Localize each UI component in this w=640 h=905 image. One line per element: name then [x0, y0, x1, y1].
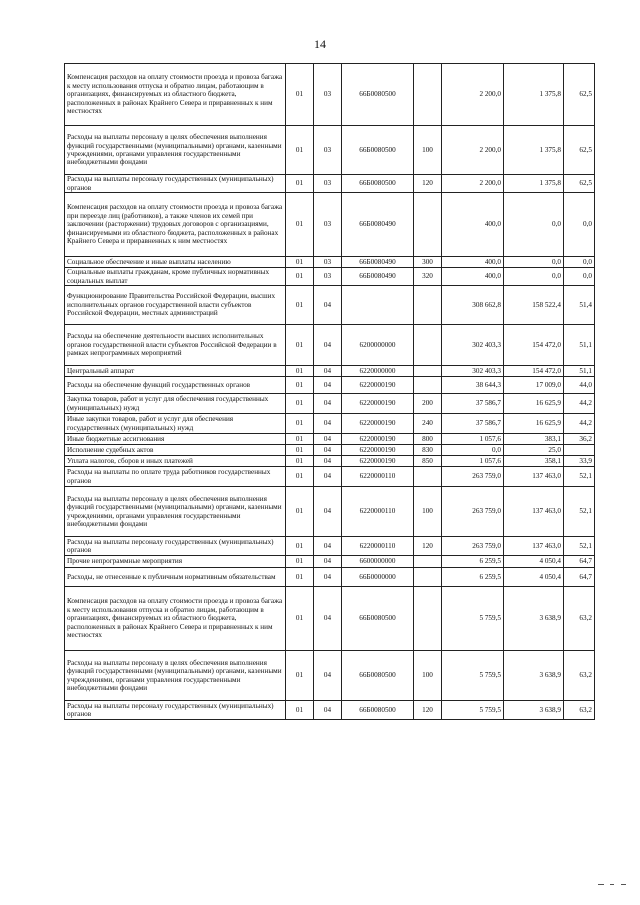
podrazdel-code: 04 [314, 394, 342, 414]
podrazdel-code: 04 [314, 587, 342, 651]
executed-amount: 3 638,9 [504, 651, 564, 701]
expense-type-code: 100 [414, 487, 442, 537]
plan-amount: 400,0 [442, 193, 504, 257]
target-article-code: 6220000110 [342, 537, 414, 556]
expense-type-code: 100 [414, 651, 442, 701]
target-article-code: 66Б0080490 [342, 268, 414, 286]
table-row [65, 377, 595, 394]
execution-percent: 0,0 [564, 193, 595, 257]
execution-percent: 64,7 [564, 556, 595, 568]
target-article-code: 6220000110 [342, 487, 414, 537]
podrazdel-code: 04 [314, 414, 342, 434]
podrazdel-code: 04 [314, 556, 342, 568]
expense-type-code: 120 [414, 701, 442, 720]
table-row [65, 537, 595, 556]
expense-type-code [414, 568, 442, 587]
table-row [65, 701, 595, 720]
table-row [65, 257, 595, 268]
plan-amount: 400,0 [442, 257, 504, 268]
plan-amount: 5 759,5 [442, 651, 504, 701]
target-article-code: 6220000190 [342, 377, 414, 394]
executed-amount: 4 050,4 [504, 556, 564, 568]
expense-type-code: 200 [414, 394, 442, 414]
razdel-code: 01 [286, 126, 314, 175]
podrazdel-code: 03 [314, 193, 342, 257]
execution-percent: 52,1 [564, 467, 595, 487]
row-name: Расходы на выплаты по оплате труда работников государственных органов [65, 467, 286, 487]
plan-amount: 5 759,5 [442, 587, 504, 651]
row-name: Социальные выплаты гражданам, кроме публичных нормативных социальных выплат [65, 268, 286, 286]
razdel-code: 01 [286, 568, 314, 587]
razdel-code: 01 [286, 456, 314, 467]
execution-percent: 51,1 [564, 325, 595, 366]
row-name: Иные закупки товаров, работ и услуг для обеспечения государственных (муниципальных) нужд [65, 414, 286, 434]
target-article-code: 66Б0080500 [342, 701, 414, 720]
table-row [65, 434, 595, 445]
table-row [65, 325, 595, 366]
podrazdel-code: 04 [314, 701, 342, 720]
expense-type-code: 800 [414, 434, 442, 445]
plan-amount: 1 057,6 [442, 456, 504, 467]
execution-percent: 51,4 [564, 286, 595, 325]
scan-mark [598, 884, 604, 885]
page-number: 14 [314, 37, 326, 51]
table-row [65, 414, 595, 434]
expense-type-code: 320 [414, 268, 442, 286]
table-row [65, 64, 595, 126]
podrazdel-code: 03 [314, 175, 342, 193]
execution-percent: 51,1 [564, 366, 595, 377]
plan-amount: 263 759,0 [442, 487, 504, 537]
expense-type-code [414, 467, 442, 487]
row-name: Расходы на выплаты персоналу в целях обеспечения выполнения функций государственными (муниципальными) органами, казенными учреждениями, органами управления государственными внебюджетными фондами [65, 126, 286, 175]
razdel-code: 01 [286, 175, 314, 193]
podrazdel-code: 04 [314, 651, 342, 701]
target-article-code: 6220000110 [342, 467, 414, 487]
target-article-code: 66Б0080500 [342, 126, 414, 175]
razdel-code: 01 [286, 257, 314, 268]
expense-type-code [414, 587, 442, 651]
plan-amount: 37 586,7 [442, 394, 504, 414]
execution-percent: 62,5 [564, 126, 595, 175]
expense-type-code: 240 [414, 414, 442, 434]
scan-mark [610, 884, 614, 885]
expense-type-code: 300 [414, 257, 442, 268]
plan-amount: 6 259,5 [442, 556, 504, 568]
target-article-code: 6220000190 [342, 456, 414, 467]
expense-type-code: 120 [414, 175, 442, 193]
razdel-code: 01 [286, 651, 314, 701]
plan-amount: 2 200,0 [442, 64, 504, 126]
execution-percent [564, 445, 595, 456]
row-name: Центральный аппарат [65, 366, 286, 377]
plan-amount: 38 644,3 [442, 377, 504, 394]
plan-amount: 263 759,0 [442, 537, 504, 556]
budget-table-body [65, 64, 595, 720]
podrazdel-code: 04 [314, 487, 342, 537]
plan-amount: 37 586,7 [442, 414, 504, 434]
row-name: Расходы на выплаты персоналу в целях обеспечения выполнения функций государственными (муниципальными) органами, казенными учреждениями, органами управления государственными внебюджетными фондами [65, 651, 286, 701]
plan-amount: 400,0 [442, 268, 504, 286]
table-row [65, 193, 595, 257]
executed-amount: 0,0 [504, 193, 564, 257]
execution-percent: 62,5 [564, 175, 595, 193]
execution-percent: 36,2 [564, 434, 595, 445]
expense-type-code: 100 [414, 126, 442, 175]
podrazdel-code: 03 [314, 126, 342, 175]
target-article-code: 6220000190 [342, 414, 414, 434]
target-article-code: 66Б0080500 [342, 651, 414, 701]
expense-type-code: 850 [414, 456, 442, 467]
executed-amount: 158 522,4 [504, 286, 564, 325]
row-name: Расходы на выплаты персоналу в целях обеспечения выполнения функций государственными (муниципальными) органами, казенными учреждениями, органами управления государственными внебюджетными фондами [65, 487, 286, 537]
target-article-code: 6600000000 [342, 556, 414, 568]
executed-amount: 1 375,8 [504, 126, 564, 175]
podrazdel-code: 04 [314, 445, 342, 456]
execution-percent: 0,0 [564, 268, 595, 286]
razdel-code: 01 [286, 394, 314, 414]
expense-type-code [414, 193, 442, 257]
expense-type-code: 830 [414, 445, 442, 456]
plan-amount: 5 759,5 [442, 701, 504, 720]
executed-amount: 154 472,0 [504, 366, 564, 377]
razdel-code: 01 [286, 587, 314, 651]
expense-type-code: 120 [414, 537, 442, 556]
table-row [65, 568, 595, 587]
execution-percent: 44,2 [564, 414, 595, 434]
podrazdel-code: 04 [314, 377, 342, 394]
execution-percent: 63,2 [564, 651, 595, 701]
expense-type-code [414, 286, 442, 325]
podrazdel-code: 04 [314, 456, 342, 467]
razdel-code: 01 [286, 286, 314, 325]
execution-percent: 52,1 [564, 537, 595, 556]
table-row [65, 268, 595, 286]
execution-percent: 63,2 [564, 587, 595, 651]
executed-amount: 137 463,0 [504, 467, 564, 487]
row-name: Иные бюджетные ассигнования [65, 434, 286, 445]
row-name: Компенсация расходов на оплату стоимости проезда и провоза багажа к месту использования отпуска и обратно лицам, работающим в организациях, финансируемых из областного бюджета, расположенных в районах Крайнего Севера и приравненных к ним местностях [65, 64, 286, 126]
execution-percent: 62,5 [564, 64, 595, 126]
executed-amount: 137 463,0 [504, 537, 564, 556]
execution-percent: 44,0 [564, 377, 595, 394]
table-row [65, 126, 595, 175]
execution-percent: 63,2 [564, 701, 595, 720]
execution-percent: 64,7 [564, 568, 595, 587]
budget-table [64, 63, 595, 720]
plan-amount: 6 259,5 [442, 568, 504, 587]
podrazdel-code: 04 [314, 568, 342, 587]
target-article-code: 6220000190 [342, 394, 414, 414]
plan-amount: 302 403,3 [442, 366, 504, 377]
expense-type-code [414, 556, 442, 568]
row-name: Расходы, не отнесенные к публичным нормативным обязательствам [65, 568, 286, 587]
executed-amount: 16 625,9 [504, 394, 564, 414]
podrazdel-code: 04 [314, 434, 342, 445]
execution-percent: 44,2 [564, 394, 595, 414]
row-name: Уплата налогов, сборов и иных платежей [65, 456, 286, 467]
executed-amount: 25,0 [504, 445, 564, 456]
table-row [65, 467, 595, 487]
target-article-code: 66Б0080490 [342, 257, 414, 268]
target-article-code [342, 286, 414, 325]
razdel-code: 01 [286, 268, 314, 286]
executed-amount: 0,0 [504, 268, 564, 286]
row-name: Расходы на выплаты персоналу государственных (муниципальных) органов [65, 537, 286, 556]
executed-amount: 16 625,9 [504, 414, 564, 434]
row-name: Расходы на обеспечение функций государственных органов [65, 377, 286, 394]
row-name: Расходы на обеспечение деятельности высших исполнительных органов государственной власти субъектов Российской Федерации в рамках непрограммных мероприятий [65, 325, 286, 366]
razdel-code: 01 [286, 537, 314, 556]
row-name: Расходы на выплаты персоналу государственных (муниципальных) органов [65, 175, 286, 193]
razdel-code: 01 [286, 445, 314, 456]
podrazdel-code: 04 [314, 325, 342, 366]
razdel-code: 01 [286, 414, 314, 434]
target-article-code: 66Б0080500 [342, 587, 414, 651]
razdel-code: 01 [286, 377, 314, 394]
podrazdel-code: 03 [314, 257, 342, 268]
execution-percent: 52,1 [564, 487, 595, 537]
expense-type-code [414, 64, 442, 126]
plan-amount: 1 057,6 [442, 434, 504, 445]
row-name: Компенсация расходов на оплату стоимости проезда и провоза багажа при переезде лиц (работников), а также членов их семей при заключении (расторжении) трудовых договоров с организациями, финансируемыми из областного бюджета, расположенных в районах Крайнего Севера и приравненных к ним местностях [65, 193, 286, 257]
expense-type-code [414, 377, 442, 394]
expense-type-code [414, 325, 442, 366]
executed-amount: 3 638,9 [504, 701, 564, 720]
target-article-code: 6220000000 [342, 366, 414, 377]
table-row [65, 456, 595, 467]
executed-amount: 154 472,0 [504, 325, 564, 366]
podrazdel-code: 04 [314, 537, 342, 556]
table-row [65, 445, 595, 456]
row-name: Закупка товаров, работ и услуг для обеспечения государственных (муниципальных) нужд [65, 394, 286, 414]
executed-amount: 17 009,0 [504, 377, 564, 394]
razdel-code: 01 [286, 467, 314, 487]
table-row [65, 487, 595, 537]
target-article-code: 66Б0000000 [342, 568, 414, 587]
executed-amount: 383,1 [504, 434, 564, 445]
podrazdel-code: 03 [314, 64, 342, 126]
executed-amount: 358,1 [504, 456, 564, 467]
plan-amount: 308 662,8 [442, 286, 504, 325]
executed-amount: 4 050,4 [504, 568, 564, 587]
podrazdel-code: 04 [314, 286, 342, 325]
target-article-code: 6220000190 [342, 434, 414, 445]
row-name: Исполнение судебных актов [65, 445, 286, 456]
target-article-code: 66Б0080490 [342, 193, 414, 257]
target-article-code: 66Б0080500 [342, 175, 414, 193]
row-name: Компенсация расходов на оплату стоимости проезда и провоза багажа к месту использования отпуска и обратно лицам, работающим в организациях, финансируемых из областного бюджета, расположенных в районах Крайнего Севера и приравненных к ним местностях [65, 587, 286, 651]
table-row [65, 366, 595, 377]
table-row [65, 587, 595, 651]
podrazdel-code: 03 [314, 268, 342, 286]
podrazdel-code: 04 [314, 366, 342, 377]
plan-amount: 263 759,0 [442, 467, 504, 487]
scan-mark [621, 884, 626, 885]
razdel-code: 01 [286, 701, 314, 720]
executed-amount: 3 638,9 [504, 587, 564, 651]
target-article-code: 66Б0080500 [342, 64, 414, 126]
podrazdel-code: 04 [314, 467, 342, 487]
razdel-code: 01 [286, 366, 314, 377]
table-row [65, 394, 595, 414]
expense-type-code [414, 366, 442, 377]
plan-amount: 302 403,3 [442, 325, 504, 366]
executed-amount: 1 375,8 [504, 175, 564, 193]
table-row [65, 556, 595, 568]
razdel-code: 01 [286, 64, 314, 126]
razdel-code: 01 [286, 556, 314, 568]
razdel-code: 01 [286, 193, 314, 257]
razdel-code: 01 [286, 325, 314, 366]
plan-amount: 0,0 [442, 445, 504, 456]
executed-amount: 0,0 [504, 257, 564, 268]
table-row [65, 286, 595, 325]
table-row [65, 651, 595, 701]
plan-amount: 2 200,0 [442, 126, 504, 175]
executed-amount: 1 375,8 [504, 64, 564, 126]
target-article-code: 6220000190 [342, 445, 414, 456]
row-name: Функционирование Правительства Российской Федерации, высших исполнительных органов государственной власти субъектов Российской Федерации, местных администраций [65, 286, 286, 325]
executed-amount: 137 463,0 [504, 487, 564, 537]
row-name: Расходы на выплаты персоналу государственных (муниципальных) органов [65, 701, 286, 720]
plan-amount: 2 200,0 [442, 175, 504, 193]
razdel-code: 01 [286, 434, 314, 445]
table-row [65, 175, 595, 193]
execution-percent: 0,0 [564, 257, 595, 268]
execution-percent: 33,9 [564, 456, 595, 467]
row-name: Социальное обеспечение и иные выплаты населению [65, 257, 286, 268]
row-name: Прочие непрограммные мероприятия [65, 556, 286, 568]
target-article-code: 6200000000 [342, 325, 414, 366]
razdel-code: 01 [286, 487, 314, 537]
